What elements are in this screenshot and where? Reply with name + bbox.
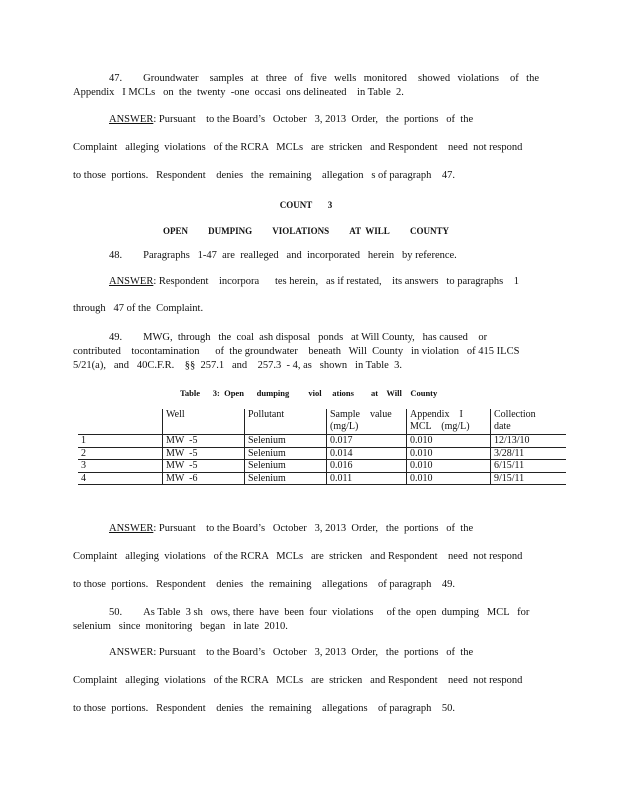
answer-47-line-3: to those portions. Respondent denies the remaining allegation s of paragraph 47. [73, 170, 456, 181]
answer-label: ANSWER [109, 276, 154, 287]
answer-48-line-1: ANSWER: Respondent incorpora tes herein, as if restated, its answers to paragraphs 1 [109, 276, 519, 287]
answer-47-line-1: ANSWER: Pursuant to the Board’s October 3, 2013 Order, the portions of the [109, 114, 474, 125]
table-caption: Table 3: Open dumping viol ations at Will County [180, 388, 438, 398]
table-cell: 0.010 [407, 447, 491, 460]
count-sub-word: COUNTY [409, 226, 449, 236]
table-cell: 0.010 [407, 460, 491, 473]
table-cell: 0.016 [327, 460, 407, 473]
count-subheading [163, 224, 449, 238]
table-cell: 0.011 [327, 472, 407, 485]
table-header-cell: Appendix I MCL (mg/L) [407, 409, 491, 435]
table-cell: 0.010 [407, 472, 491, 485]
table-cell: MW -6 [163, 472, 245, 485]
table-cell: Selenium [245, 447, 327, 460]
para-50-line-1: 50. As Table 3 sh ows, there have been four violations of the open dumping MCL for [109, 607, 530, 618]
table-cell: 4 [78, 472, 163, 485]
table-row [78, 472, 566, 485]
para-49-line-2: contributed tocontamination of the groundwater beneath Will County in violation of 415 ILCS [73, 346, 520, 357]
table-cell: 0.010 [407, 435, 491, 448]
table-row [78, 447, 566, 460]
table-cell: 6/15/11 [491, 460, 567, 473]
table-cell: MW -5 [163, 460, 245, 473]
para-47-line-1: 47. Groundwater samples at three of five wells monitored showed violations of the [109, 73, 539, 84]
table-cell: 0.014 [327, 447, 407, 460]
table-cell: 3 [78, 460, 163, 473]
table-cell: MW -5 [163, 435, 245, 448]
table-cell: 9/15/11 [491, 472, 567, 485]
para-49-line-1: 49. MWG, through the coal ash disposal ponds at Will County, has caused or [109, 332, 488, 343]
count-sub-word: OPEN [163, 226, 189, 236]
answer-48-line-2: through 47 of the Complaint. [73, 303, 204, 314]
table-header-cell: Sample value (mg/L) [327, 409, 407, 435]
table-cell: Selenium [245, 435, 327, 448]
table-cell: Selenium [245, 460, 327, 473]
para-49-line-3: 5/21(a), and 40C.F.R. §§ 257.1 and 257.3 - 4, as shown in Table 3. [73, 360, 402, 371]
table-cell: 1 [78, 435, 163, 448]
answer-label: ANSWER [109, 523, 154, 534]
count-sub-word: VIOLATIONS [272, 226, 330, 236]
answer-49-line-3: to those portions. Respondent denies the remaining allegations of paragraph 49. [73, 579, 456, 590]
answer-label: ANSWER [109, 647, 154, 658]
table-row [78, 460, 566, 473]
answer-50-line-3: to those portions. Respondent denies the remaining allegations of paragraph 50. [73, 703, 456, 714]
para-47-line-2: Appendix I MCLs on the twenty -one occasi ons delineated in Table 2. [73, 87, 404, 98]
violations-table [78, 409, 566, 485]
answer-47-line-2: Complaint alleging violations of the RCRA MCLs are stricken and Respondent need not respond [73, 142, 523, 153]
para-50-line-2: selenium since monitoring began in late 2010. [73, 621, 288, 632]
table-header-cell: Pollutant [245, 409, 327, 435]
table-header-cell: Collection date [491, 409, 567, 435]
answer-label: ANSWER [109, 114, 154, 125]
table-cell: Selenium [245, 472, 327, 485]
answer-50-line-1: ANSWER: Pursuant to the Board’s October 3, 2013 Order, the portions of the [109, 647, 474, 658]
count-sub-word: DUMPING [208, 226, 253, 236]
table-header-cell: Well [163, 409, 245, 435]
table-header-cell [78, 409, 163, 435]
para-48: 48. Paragraphs 1-47 are realleged and incorporated herein by reference. [109, 250, 457, 261]
table-cell: 12/13/10 [491, 435, 567, 448]
table-cell: 2 [78, 447, 163, 460]
count-sub-word: AT WILL [349, 226, 390, 236]
count-heading: COUNT 3 [279, 200, 333, 210]
table-cell: 3/28/11 [491, 447, 567, 460]
answer-50-line-2: Complaint alleging violations of the RCRA MCLs are stricken and Respondent need not respond [73, 675, 523, 686]
answer-49-line-1: ANSWER: Pursuant to the Board’s October 3, 2013 Order, the portions of the [109, 523, 474, 534]
table-row [78, 435, 566, 448]
table-header-row [78, 409, 566, 435]
table-cell: MW -5 [163, 447, 245, 460]
table-cell: 0.017 [327, 435, 407, 448]
answer-49-line-2: Complaint alleging violations of the RCRA MCLs are stricken and Respondent need not respond [73, 551, 523, 562]
